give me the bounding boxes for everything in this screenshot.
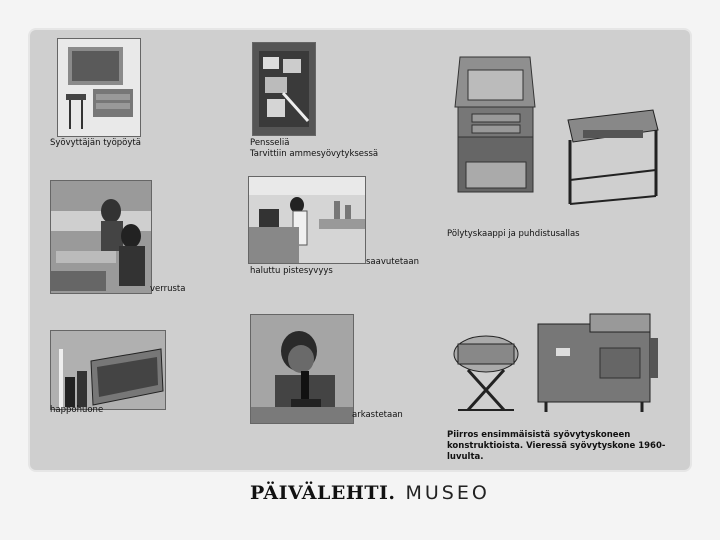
photo-cleaning-basin <box>558 100 666 210</box>
caption-lab-depth-2: haluttu pistesyvyys <box>250 266 333 276</box>
caption-etcher-desk: Syövyttäjän työpöytä <box>50 138 141 148</box>
photo-etcher-desk <box>57 38 141 137</box>
caption-brushes: Pensseliä Tarvittiin ammesyövytyksessä <box>250 138 379 159</box>
brand-name: PÄIVÄLEHTI. <box>250 482 396 504</box>
caption-machine: Piirros ensimmäisistä syövytyskoneen konstruktioista. Vieressä syövytyskone 1960- luvulta. <box>447 430 666 462</box>
photo-etching-machine-1960s <box>530 308 670 416</box>
photo-acid-room <box>50 330 166 410</box>
photo-workshop <box>50 180 152 294</box>
photo-machine-sketch <box>448 330 524 412</box>
photo-lab <box>248 176 366 264</box>
museum-name: MUSEO <box>405 482 490 504</box>
caption-lab-depth-1: saavutetaan <box>366 257 419 267</box>
caption-acid-room: happohuone <box>50 405 104 415</box>
photo-dust-cabinet <box>450 52 540 198</box>
caption-dust-cabinet: Pölytyskaappi ja puhdistusallas <box>447 229 580 239</box>
caption-microscope: arkastetaan <box>352 410 403 420</box>
photo-brushes <box>252 42 316 136</box>
footer-logo <box>250 482 490 504</box>
caption-workshop: verrusta <box>150 284 186 294</box>
photo-microscope-inspection <box>250 314 354 424</box>
